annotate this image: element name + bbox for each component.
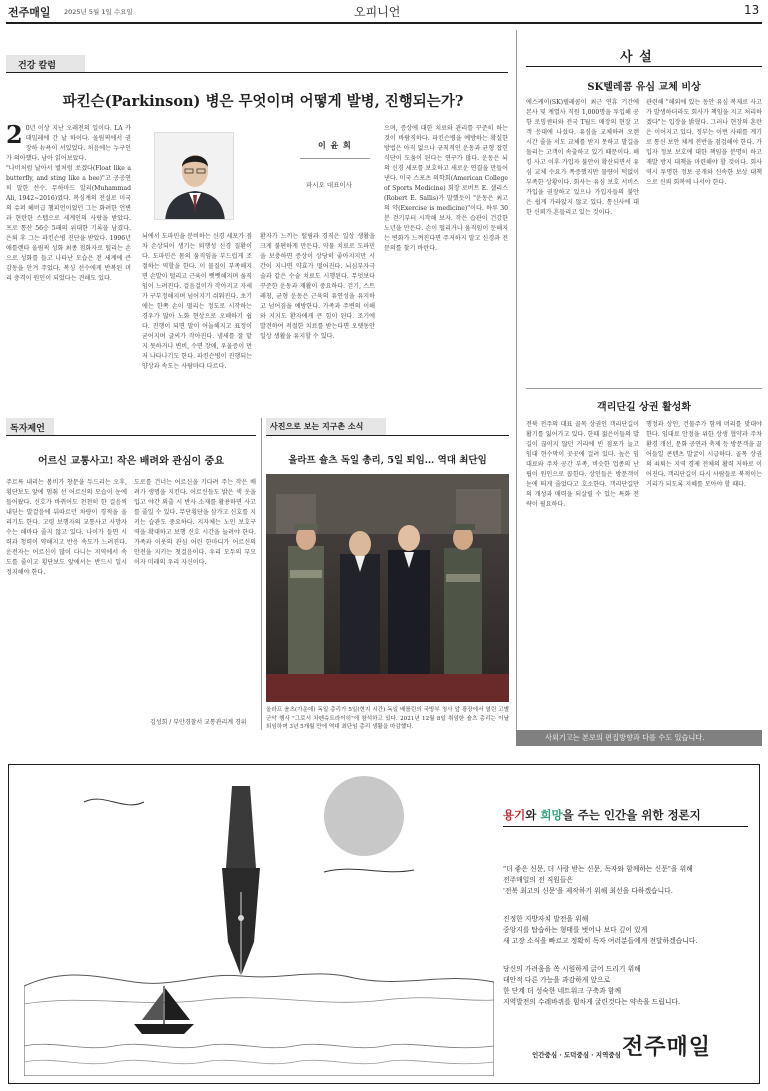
promo-paragraph-1: "더 좋은 신문, 더 사랑 받는 신문, 독자와 함께하는 신문"을 위해 전주매일의 전 직원들은 '전북 최고의 신문'을 제작하기 위해 최선을 다하겠습니다. (503, 865, 693, 895)
editorial-body-1b (646, 98, 762, 373)
headline-connector: 와 (525, 808, 541, 822)
page-number: 13 (744, 3, 760, 17)
promo-headline (503, 807, 701, 823)
promo-illustration (24, 772, 494, 1076)
ceremony-photo-icon (266, 474, 509, 702)
editorial-text-1a: 에스케이(SK)텔레콤이 최근 연휴 기간에 본사 및 계열사 직원 1,000명을 투입해 공항 로밍센터와 전국 T월드 매장의 현장 고객 응대에 나섰다. 유심을 교체하려 오랜 시간 줄을 서도 교체를 받지 못하고 발길을 돌리는 고객이 속출하고 있기 때문이다. 해킹 사고 이후 가입자 불안이 확산되면서 유심 교체 수요가 폭증했지만 물량이 턱없이 부족한 상황이다. 회사는 유심 보호 서비스 가입을 권장하고 있으나 가입자들의 불안은 쉽게 가라앉지 않고 있다. 통신사에 대한 신뢰가 흔들리고 있는 것이다. (526, 99, 639, 216)
contribution-top-rule (6, 435, 256, 436)
section-name: 오피니언 (354, 5, 401, 19)
headline-hope: 희망 (540, 808, 563, 822)
editorial-divider (516, 30, 517, 730)
news-top-rule (266, 435, 509, 436)
column-text-2: 뇌에서 도파민을 분비하는 신경 세포가 점차 손상되어 생기는 퇴행성 신경 질환이다. 도파민은 몸의 움직임을 부드럽게 조절하는 역할을 한다. 이 물질이 부족해지면 손발이 떨리고 근육이 뻣뻣해지며 움직임이 느려진다. 걸음걸이가 작아지고 자세가 구부정해지며 넘어지기 쉬워진다. 초기에는 한쪽 손이 떨리는 정도로 시작하는 경우가 많아 노화 현상으로 오해하기 쉽다. 진행이 되면 말이 어눌해지고 표정이 굳어지며 글씨가 작아진다. 냄새를 잘 맡지 못하거나 변비, 수면 장애, 우울증이 먼저 나타나기도 한다. 파킨슨병이 진행되는 양상과 속도는 사람마다 다르다. (142, 233, 252, 370)
promo-paragraph-3: 당신의 가려움을 쏙 시원하게 긁어 드리기 위해 대안적 다른 가능을 과감하게 앞으로 한 단계 더 성숙한 네트워크 구축과 함께 지역발전의 수레바퀴를 힘차게 굴린것다는 약속을 드립니다. (503, 965, 681, 1006)
editorial-title-2: 객리단길 상권 활성화 (597, 402, 691, 413)
author-divider (300, 158, 370, 159)
editorial-label: 사 설 (620, 50, 653, 65)
column-top-rule (6, 72, 508, 73)
editorial-body-2b (646, 420, 762, 716)
column-dropcap: 2 (6, 124, 23, 149)
contribution-body-a (6, 478, 127, 718)
column-text-1: "나비처럼 날아서 벌처럼 쏘겠다(Float like a butterfly, and sting like a bee)"고 공공연히 말한 선수. 무하마드 알리(Muhammad Ali, 1942~2016)였다. 복싱계의 전설로 미국의 슈퍼 헤비급 챔피언이었던 그는 화려한 언변과 현란한 스텝으로 세계인의 사랑을 받았다. 프로 통산 56승 5패의 위대한 기록을 남겼다. 은퇴 후 그는 파킨슨병 진단을 받았다. 1996년 애틀랜타 올림픽 성화 최종 점화자로 떨리는 손으로 성화를 들고 나타난 모습은 전 세계에 큰 감동을 안겨 주었다. 복싱 선수에게 반복된 머리 충격이 원인이 되었다는 견해도 있다. (6, 165, 131, 282)
editorial-text-1b: 관련해 "해외에 있는 동안 유심 복제로 사고가 발생하더라도 회사가 책임을 지고 처리하겠다"는 입장을 밝혔다. 그러나 현장의 혼란은 이어지고 있다. 정부는 이번 사태를 계기로 통신 보안 체계 전반을 점검해야 한다. 가입자 정보 보호에 대한 책임을 분명히 하고 재발 방지 대책을 마련해야 할 것이다. 회사 역시 투명한 정보 공개와 신속한 보상 대책으로 신뢰 회복에 나서야 한다. (646, 99, 762, 186)
contribution-author: 김성희 / 부안경찰서 교통관리계 경위 (150, 719, 247, 726)
column-text-3: 환자가 느끼는 떨림과 경직은 일상 생활을 크게 불편하게 만든다. 약물 치료로 도파민을 보충하면 증상이 상당히 좋아지지만 시간이 지나면 약효가 떨어진다. 뇌심부자극술과 같은 수술 치료도 시행된다. 무엇보다 꾸준한 운동과 재활이 중요하다. 걷기, 스트레칭, 균형 운동은 근육의 유연성을 유지하고 넘어짐을 예방한다. 가족과 주변의 이해와 지지도 환자에게 큰 힘이 된다. 조기에 발견하여 적절한 치료를 받는다면 오랫동안 일상 생활을 유지할 수 있다. (260, 233, 375, 340)
headline-courage: 용기 (503, 808, 526, 822)
editorial-text-2a: 전북 전주의 대표 골목 상권인 객리단길이 활기를 잃어가고 있다. 한때 젊은이들의 발길이 끊이지 않던 거리에 빈 점포가 늘고 임대 현수막이 곳곳에 걸려 있다. 높은 임대료와 주차 공간 부족, 비슷한 업종의 난립이 원인으로 꼽힌다. 상인들은 방문객이 눈에 띄게 줄었다고 호소한다. 객리단길만의 개성과 매력을 되살릴 수 있는 특화 전략이 필요하다. (526, 421, 639, 508)
news-caption: 올라프 숄츠(가운데) 독일 총리가 5일(현지 시간) 독일 베를린의 국방부 청사 앞 광장에서 열린 고별 군악 행사 "그로서 차펜슈트라이히"에 참석하고 있다. 2021년 12월 8일 취임한 숄츠 총리는 이날 퇴임하며 3년 5개월 만에 역대 최단임 총리 생활을 마감했다. (266, 707, 509, 731)
promo-slogan: 인간중심 · 도덕중심 · 지역중심 (532, 1051, 621, 1059)
fountain-pen-illustration-icon (24, 772, 494, 1076)
editorial-title-1: SK텔레콤 유심 교체 비상 (587, 82, 701, 93)
headline-rest: 을 주는 인간을 위한 정론지 (562, 808, 701, 822)
news-photo (266, 474, 509, 702)
news-divider (261, 418, 262, 730)
contribution-headline: 어르신 교통사고! 작은 배려와 관심이 중요 (37, 456, 225, 467)
editorial-text-2b: 행정과 상인, 건물주가 함께 머리를 맞대야 한다. 임대료 안정을 위한 상생 협약과 주차 환경 개선, 문화 공연과 축제 등 방문객을 끌어들일 콘텐츠 발굴이 시급하다. 골목 상권의 쇠퇴는 지역 경제 전체의 활력 저하로 이어진다. 객리단길이 다시 사람들로 북적이는 거리가 되도록 지혜를 모아야 할 때다. (646, 421, 762, 488)
contribution-text-b: 도로를 건너는 어르신을 기다려 주는 작은 배려가 생명을 지킨다. 어르신들도 밝은 색 옷을 입고 야간 외출 시 반사 소재를 활용하면 사고를 줄일 수 있다. 무단횡단을 삼가고 신호를 지키는 습관도 중요하다. 지자체는 노인 보호구역을 확대하고 보행 신호 시간을 늘려야 한다. 가족과 이웃의 관심 어린 한마디가 어르신의 안전을 지키는 첫걸음이다. 우리 모두의 부모이자 미래의 우리 자신이다. (134, 479, 256, 566)
editorial-body-1a (526, 98, 639, 373)
header-date: 2025년 5월 1일 수요일 (64, 8, 133, 16)
promo-paragraph-2: 진정한 지방자치 발전을 위해 중앙지를 탑습하는 형태를 벗어나 보다 깊이 있게 새 고장 소식을 빠르고 정확히 독자 여러분들에게 전달하겠습니다. (503, 915, 698, 945)
author-photo (154, 132, 234, 220)
contribution-label: 독자제언 (10, 424, 45, 434)
editorial-body-2a (526, 420, 639, 716)
masthead-small: 전주매일 (8, 6, 51, 19)
page-header (0, 0, 768, 22)
contribution-body-b (134, 478, 256, 718)
editorial-mid-rule (526, 388, 762, 389)
author-name: 이 윤 희 (318, 140, 352, 150)
news-headline: 올라프 숄츠 독일 총리, 5일 퇴임… 역대 최단임 (288, 455, 487, 466)
author-portrait-icon (155, 133, 234, 220)
header-rule (6, 22, 762, 24)
promo-logo: 전주매일 (622, 1035, 712, 1060)
editorial-note: 사외기고는 본보의 편집방향과 다를 수도 있습니다. (545, 733, 705, 742)
column-headline: 파킨슨(Parkinson) 병은 무엇이며 어떻게 발병, 진행되는가? (62, 93, 464, 110)
column-text-4: 으며, 증상에 대한 치료와 관리를 꾸준히 하는 것이 바람직하다. 파킨슨병을 예방하는 확실한 방법은 아직 없으나 규칙적인 운동과 균형 잡힌 식단이 도움이 된다는 연구가 많다. 운동은 뇌의 신경 세포를 보호하고 새로운 연결을 만들어 낸다. 미국 스포츠 의학회(American College of Sports Medicine) 회장 로버트 E. 샐리스(Robert E. Sallis)가 말했듯이 "운동은 최고의 약(Exercise is medicine)"이다. 하루 30분 걷기부터 시작해 보자. 작은 습관이 건강한 노년을 만든다. 손이 떨리거나 움직임이 둔해지는 변화가 느껴진다면 주저하지 말고 신경과 전문의를 찾기 바란다. (384, 125, 508, 252)
column-body-1 (6, 124, 131, 496)
contribution-text-a: 주르륵 내리는 봄비가 창문을 두드리는 오후, 횡단보도 앞에 멈춰 선 어르신의 모습이 눈에 들어왔다. 신호가 바뀌어도 천천히 한 걸음씩 내딛는 발걸음에 뒤따르던 차량이 경적을 울리기도 한다. 고령 보행자의 교통사고 사망자 수는 해마다 줄지 않고 있다. 나이가 들면 시력과 청력이 약해지고 반응 속도가 느려진다. 운전자는 어르신이 많이 다니는 지역에서 속도를 줄이고 횡단보도 앞에서는 반드시 일시 정지해야 한다. (6, 479, 127, 576)
editorial-rule (526, 66, 762, 67)
author-title: 파시오 대표이사 (306, 181, 353, 189)
news-label: 사진으로 보는 지구촌 소식 (270, 422, 364, 431)
promo-headline-rule (503, 826, 748, 827)
column-body-4 (384, 124, 508, 496)
column-intro-text: 0년 이상 지난 오래전의 일이다. LA 카데밀레에 간 날 하이다. 올림픽에서 권장하 뉴욕이 서있었다. 처음에는 누구인가 의아했다. 남아 읽어보았다. (6, 125, 131, 162)
column-label: 건강 칼럼 (18, 61, 56, 71)
